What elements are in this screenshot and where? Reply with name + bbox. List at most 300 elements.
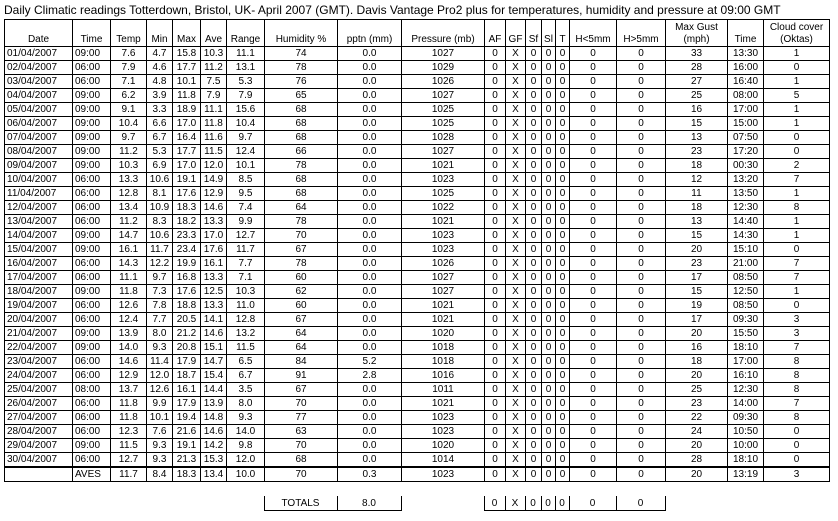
table-cell: 22/04/2007 [5,341,73,355]
table-cell: 13.3 [201,215,227,229]
table-cell: 0 [542,411,556,425]
averages-cell: 0 [570,467,617,482]
table-cell: 17 [666,271,728,285]
table-cell: 09:00 [73,229,111,243]
table-cell: 06:00 [73,453,111,468]
table-cell: 3 [764,327,830,341]
table-cell: 0 [485,173,506,187]
table-cell: 0 [485,313,506,327]
table-cell: 12.9 [201,187,227,201]
table-cell: 7.9 [201,89,227,103]
table-cell: 0.0 [338,201,402,215]
averages-cell: 0 [556,467,570,482]
table-cell: 0 [542,285,556,299]
table-cell: 12.4 [227,145,265,159]
table-cell: 16.1 [111,243,147,257]
table-cell: 0 [556,201,570,215]
table-cell: 13:30 [728,47,764,61]
table-cell: 06:00 [73,187,111,201]
table-cell: 64 [265,341,338,355]
table-cell: 0 [570,327,617,341]
table-cell: 0 [570,257,617,271]
table-cell: 1023 [402,411,485,425]
table-row [5,299,830,313]
table-cell: 65 [265,89,338,103]
table-cell: 0 [556,397,570,411]
table-cell: 0 [556,271,570,285]
table-cell: 11.1 [111,271,147,285]
table-cell: 10.4 [227,117,265,131]
table-cell: 0 [485,215,506,229]
table-cell: 0 [617,327,666,341]
table-cell: 12.8 [111,187,147,201]
table-cell: 12.2 [147,257,173,271]
column-header: Ave [201,20,227,47]
table-cell: 8.5 [227,173,265,187]
table-cell: 16:40 [728,75,764,89]
table-cell: 7 [764,173,830,187]
table-cell: 1 [764,75,830,89]
table-cell: 1023 [402,243,485,257]
table-cell: 16.4 [173,131,201,145]
table-cell: 67 [265,383,338,397]
table-row [5,47,830,61]
table-cell: 8 [764,411,830,425]
table-cell: 1 [764,285,830,299]
table-cell: 0 [556,285,570,299]
table-cell: 17:00 [728,355,764,369]
table-cell: 0 [764,425,830,439]
table-cell: 09/04/2007 [5,159,73,173]
table-cell: 0.0 [338,341,402,355]
table-cell: 0.0 [338,425,402,439]
table-cell: 1027 [402,285,485,299]
table-cell: 12:50 [728,285,764,299]
table-cell: 09:00 [73,47,111,61]
table-cell: 08:50 [728,271,764,285]
table-cell: 15 [666,117,728,131]
table-row [5,215,830,229]
table-cell: 14.3 [111,257,147,271]
table-cell: 1026 [402,75,485,89]
table-cell: 17.9 [173,355,201,369]
table-cell: 70 [265,439,338,453]
table-cell: 68 [265,187,338,201]
table-cell: 0 [542,187,556,201]
table-cell: 28/04/2007 [5,425,73,439]
table-cell: 1 [764,187,830,201]
table-cell: 11.2 [201,61,227,75]
totals-h-lt5: 0 [569,496,616,511]
table-cell: 16 [666,341,728,355]
table-cell: 1 [764,229,830,243]
table-cell: 76 [265,75,338,89]
table-cell: 66 [265,145,338,159]
table-cell: 21.2 [173,327,201,341]
table-cell: 0 [617,369,666,383]
table-cell: 15.8 [173,47,201,61]
table-row [5,201,830,215]
table-cell: 0 [526,117,542,131]
column-header: Cloud cover (Oktas) [764,20,830,47]
table-cell: 14.9 [201,173,227,187]
table-cell: 1026 [402,257,485,271]
table-cell: 7 [764,271,830,285]
table-cell: 14:00 [728,397,764,411]
table-cell: 1021 [402,159,485,173]
table-cell: 12.8 [227,313,265,327]
table-cell: 0 [542,75,556,89]
table-cell: 0 [485,201,506,215]
table-cell: X [506,341,526,355]
table-cell: 1023 [402,173,485,187]
table-cell: 0 [542,145,556,159]
table-cell: 0 [485,397,506,411]
table-cell: 0 [542,215,556,229]
table-cell: 0 [556,313,570,327]
table-cell: 21/04/2007 [5,327,73,341]
table-cell: 10.6 [147,229,173,243]
table-cell: 06:00 [73,271,111,285]
table-row [5,173,830,187]
table-cell: 7.1 [111,75,147,89]
table-cell: X [506,243,526,257]
table-cell: 03/04/2007 [5,75,73,89]
table-cell: 0 [617,229,666,243]
table-cell: 7.6 [111,47,147,61]
column-header: H<5mm [570,20,617,47]
table-cell: 0 [617,47,666,61]
table-cell: 0 [485,75,506,89]
table-cell: 0 [526,159,542,173]
totals-row [4,496,666,511]
table-cell: 0 [526,355,542,369]
table-cell: 7.8 [147,299,173,313]
table-cell: 0 [542,257,556,271]
table-cell: 84 [265,355,338,369]
table-row [5,131,830,145]
table-cell: 77 [265,411,338,425]
table-cell: 1016 [402,369,485,383]
table-cell: 30/04/2007 [5,453,73,468]
table-cell: 0 [617,383,666,397]
averages-cell: 13.4 [201,467,227,482]
table-cell: X [506,313,526,327]
table-cell: 68 [265,453,338,468]
table-cell: 0 [617,299,666,313]
table-cell: 0 [617,173,666,187]
table-cell: 0 [526,285,542,299]
table-cell: 0 [570,145,617,159]
table-cell: 28 [666,61,728,75]
table-cell: 12.0 [227,453,265,468]
table-cell: 1025 [402,103,485,117]
table-cell: 6.5 [227,355,265,369]
table-cell: 14.8 [201,411,227,425]
table-cell: 0 [556,425,570,439]
column-header: Max Gust (mph) [666,20,728,47]
table-cell: 8.0 [147,327,173,341]
table-cell: 27 [666,75,728,89]
table-cell: 1 [764,215,830,229]
table-cell: X [506,425,526,439]
table-row [5,453,830,468]
table-cell: 0 [570,215,617,229]
table-cell: 1022 [402,201,485,215]
averages-cell [5,467,73,482]
table-cell: 18 [666,159,728,173]
table-cell: 09:30 [728,313,764,327]
averages-cell: AVES [73,467,111,482]
table-cell: 0 [570,341,617,355]
table-cell: 0 [570,369,617,383]
table-cell: 91 [265,369,338,383]
table-cell: 20/04/2007 [5,313,73,327]
table-cell: 20.8 [173,341,201,355]
table-row [5,425,830,439]
table-cell: 15.4 [201,369,227,383]
table-cell: 0 [556,187,570,201]
table-cell: 0 [526,397,542,411]
table-cell: X [506,383,526,397]
table-cell: 1029 [402,61,485,75]
table-cell: 0 [485,411,506,425]
table-cell: 17.0 [201,229,227,243]
table-cell: 0 [526,173,542,187]
table-cell: 1028 [402,131,485,145]
table-cell: 13.1 [227,61,265,75]
table-cell: 0 [556,369,570,383]
table-cell: 11/04/2007 [5,187,73,201]
table-cell: 8 [764,369,830,383]
table-cell: 16:10 [728,369,764,383]
table-cell: 0 [570,89,617,103]
table-cell: 9.7 [111,131,147,145]
averages-cell: 0.3 [338,467,402,482]
climate-table [4,19,830,482]
table-cell: 0 [542,243,556,257]
column-header: Sf [526,20,542,47]
table-cell: 0.0 [338,257,402,271]
table-cell: 9.3 [147,341,173,355]
table-cell: 0.0 [338,453,402,468]
table-cell: 0 [617,341,666,355]
table-cell: 25/04/2007 [5,383,73,397]
table-row [5,439,830,453]
table-cell: 6.7 [227,369,265,383]
table-cell: 17:20 [728,145,764,159]
table-cell: 21.6 [173,425,201,439]
table-cell: 20 [666,327,728,341]
table-cell: 0 [485,327,506,341]
table-row [5,411,830,425]
table-cell: 0 [526,201,542,215]
table-cell: 0 [485,425,506,439]
table-cell: 9.9 [147,397,173,411]
table-cell: 0.0 [338,271,402,285]
table-cell: 06:00 [73,397,111,411]
averages-cell: X [506,467,526,482]
table-cell: 0.0 [338,47,402,61]
table-cell: 8 [764,201,830,215]
totals-t: 0 [555,496,569,511]
table-cell: 22 [666,411,728,425]
table-cell: 0 [764,453,830,468]
table-cell: 0 [764,299,830,313]
table-cell: 16/04/2007 [5,257,73,271]
table-cell: 13.2 [227,327,265,341]
table-cell: 24 [666,425,728,439]
table-cell: 05/04/2007 [5,103,73,117]
table-cell: 0 [570,159,617,173]
column-header: Sl [542,20,556,47]
table-cell: 0 [570,355,617,369]
table-cell: 0.0 [338,383,402,397]
table-cell: 17.0 [173,159,201,173]
table-cell: 0 [570,411,617,425]
table-cell: 9.7 [227,131,265,145]
table-cell: 0 [526,257,542,271]
table-cell: 68 [265,173,338,187]
table-cell: 0.0 [338,411,402,425]
table-cell: 20 [666,243,728,257]
table-cell: 4.7 [147,47,173,61]
table-cell: 0 [570,453,617,468]
table-cell: 0 [617,257,666,271]
totals-af: 0 [484,496,505,511]
table-cell: 28 [666,453,728,468]
table-cell: 2 [764,159,830,173]
table-cell: 0 [556,103,570,117]
averages-cell: 0 [485,467,506,482]
table-cell: 0 [526,243,542,257]
table-cell: 0 [542,201,556,215]
table-cell: 9.8 [227,439,265,453]
table-cell: 10.4 [111,117,147,131]
table-cell: 0 [542,453,556,468]
table-cell: 0.0 [338,103,402,117]
table-cell: 74 [265,47,338,61]
table-cell: 2.8 [338,369,402,383]
table-cell: 14.7 [201,355,227,369]
table-cell: 23 [666,257,728,271]
table-cell: 0 [570,383,617,397]
table-cell: 0 [526,75,542,89]
column-header: T [556,20,570,47]
table-cell: X [506,61,526,75]
table-cell: 14:30 [728,229,764,243]
table-cell: 23 [666,145,728,159]
table-row [5,285,830,299]
table-cell: 0 [617,243,666,257]
table-cell: 20.5 [173,313,201,327]
table-cell: 12.7 [227,229,265,243]
table-cell: 0 [617,117,666,131]
table-cell: 09:00 [73,131,111,145]
table-cell: 4.8 [147,75,173,89]
table-cell: 0 [556,75,570,89]
table-cell: 0 [485,145,506,159]
table-cell: 07:50 [728,131,764,145]
table-cell: X [506,159,526,173]
table-cell: 12.5 [201,285,227,299]
table-cell: 0 [556,383,570,397]
table-cell: 12.4 [111,313,147,327]
table-cell: 17.6 [201,243,227,257]
table-row [5,243,830,257]
table-cell: 06:00 [73,75,111,89]
header-row [5,20,830,47]
table-cell: 0 [764,243,830,257]
table-cell: 0 [542,439,556,453]
table-cell: 16 [666,103,728,117]
table-cell: 0 [485,61,506,75]
table-cell: 0 [570,131,617,145]
table-cell: 0 [485,229,506,243]
table-cell: 13.3 [201,299,227,313]
table-cell: X [506,299,526,313]
table-cell: 10.3 [227,285,265,299]
table-cell: 26/04/2007 [5,397,73,411]
table-cell: 24/04/2007 [5,369,73,383]
table-cell: 18.3 [173,201,201,215]
column-header: Pressure (mb) [402,20,485,47]
table-cell: 0.0 [338,327,402,341]
table-cell: 0 [617,159,666,173]
table-cell: 7.3 [147,285,173,299]
table-cell: 63 [265,425,338,439]
table-cell: 7 [764,341,830,355]
table-cell: 17/04/2007 [5,271,73,285]
table-cell: 0.0 [338,173,402,187]
table-cell: 20 [666,369,728,383]
table-cell: 0 [556,159,570,173]
table-cell: 08:00 [73,383,111,397]
table-cell: 09:00 [73,285,111,299]
table-cell: 0 [617,397,666,411]
table-cell: 20 [666,439,728,453]
table-cell: 67 [265,313,338,327]
table-cell: 0 [570,271,617,285]
table-cell: 0 [556,355,570,369]
table-cell: 70 [265,397,338,411]
table-cell: 6.9 [147,159,173,173]
table-row [5,355,830,369]
table-cell: 09:00 [73,89,111,103]
table-cell: 0.0 [338,229,402,243]
table-cell: 7.5 [201,75,227,89]
table-cell: 0 [526,215,542,229]
table-cell: 18.9 [173,103,201,117]
table-cell: 0 [542,383,556,397]
table-cell: 14.6 [111,355,147,369]
table-cell: 27/04/2007 [5,411,73,425]
table-cell: 15 [666,229,728,243]
table-cell: 0 [526,439,542,453]
table-cell: 23/04/2007 [5,355,73,369]
table-cell: 0 [570,61,617,75]
table-cell: 3.3 [147,103,173,117]
table-cell: 11.6 [201,131,227,145]
table-cell: 0 [556,145,570,159]
table-cell: X [506,453,526,468]
table-cell: 09:00 [73,103,111,117]
table-row [5,61,830,75]
table-cell: 0 [542,341,556,355]
table-cell: X [506,271,526,285]
averages-cell: 0 [542,467,556,482]
table-cell: 0 [617,75,666,89]
